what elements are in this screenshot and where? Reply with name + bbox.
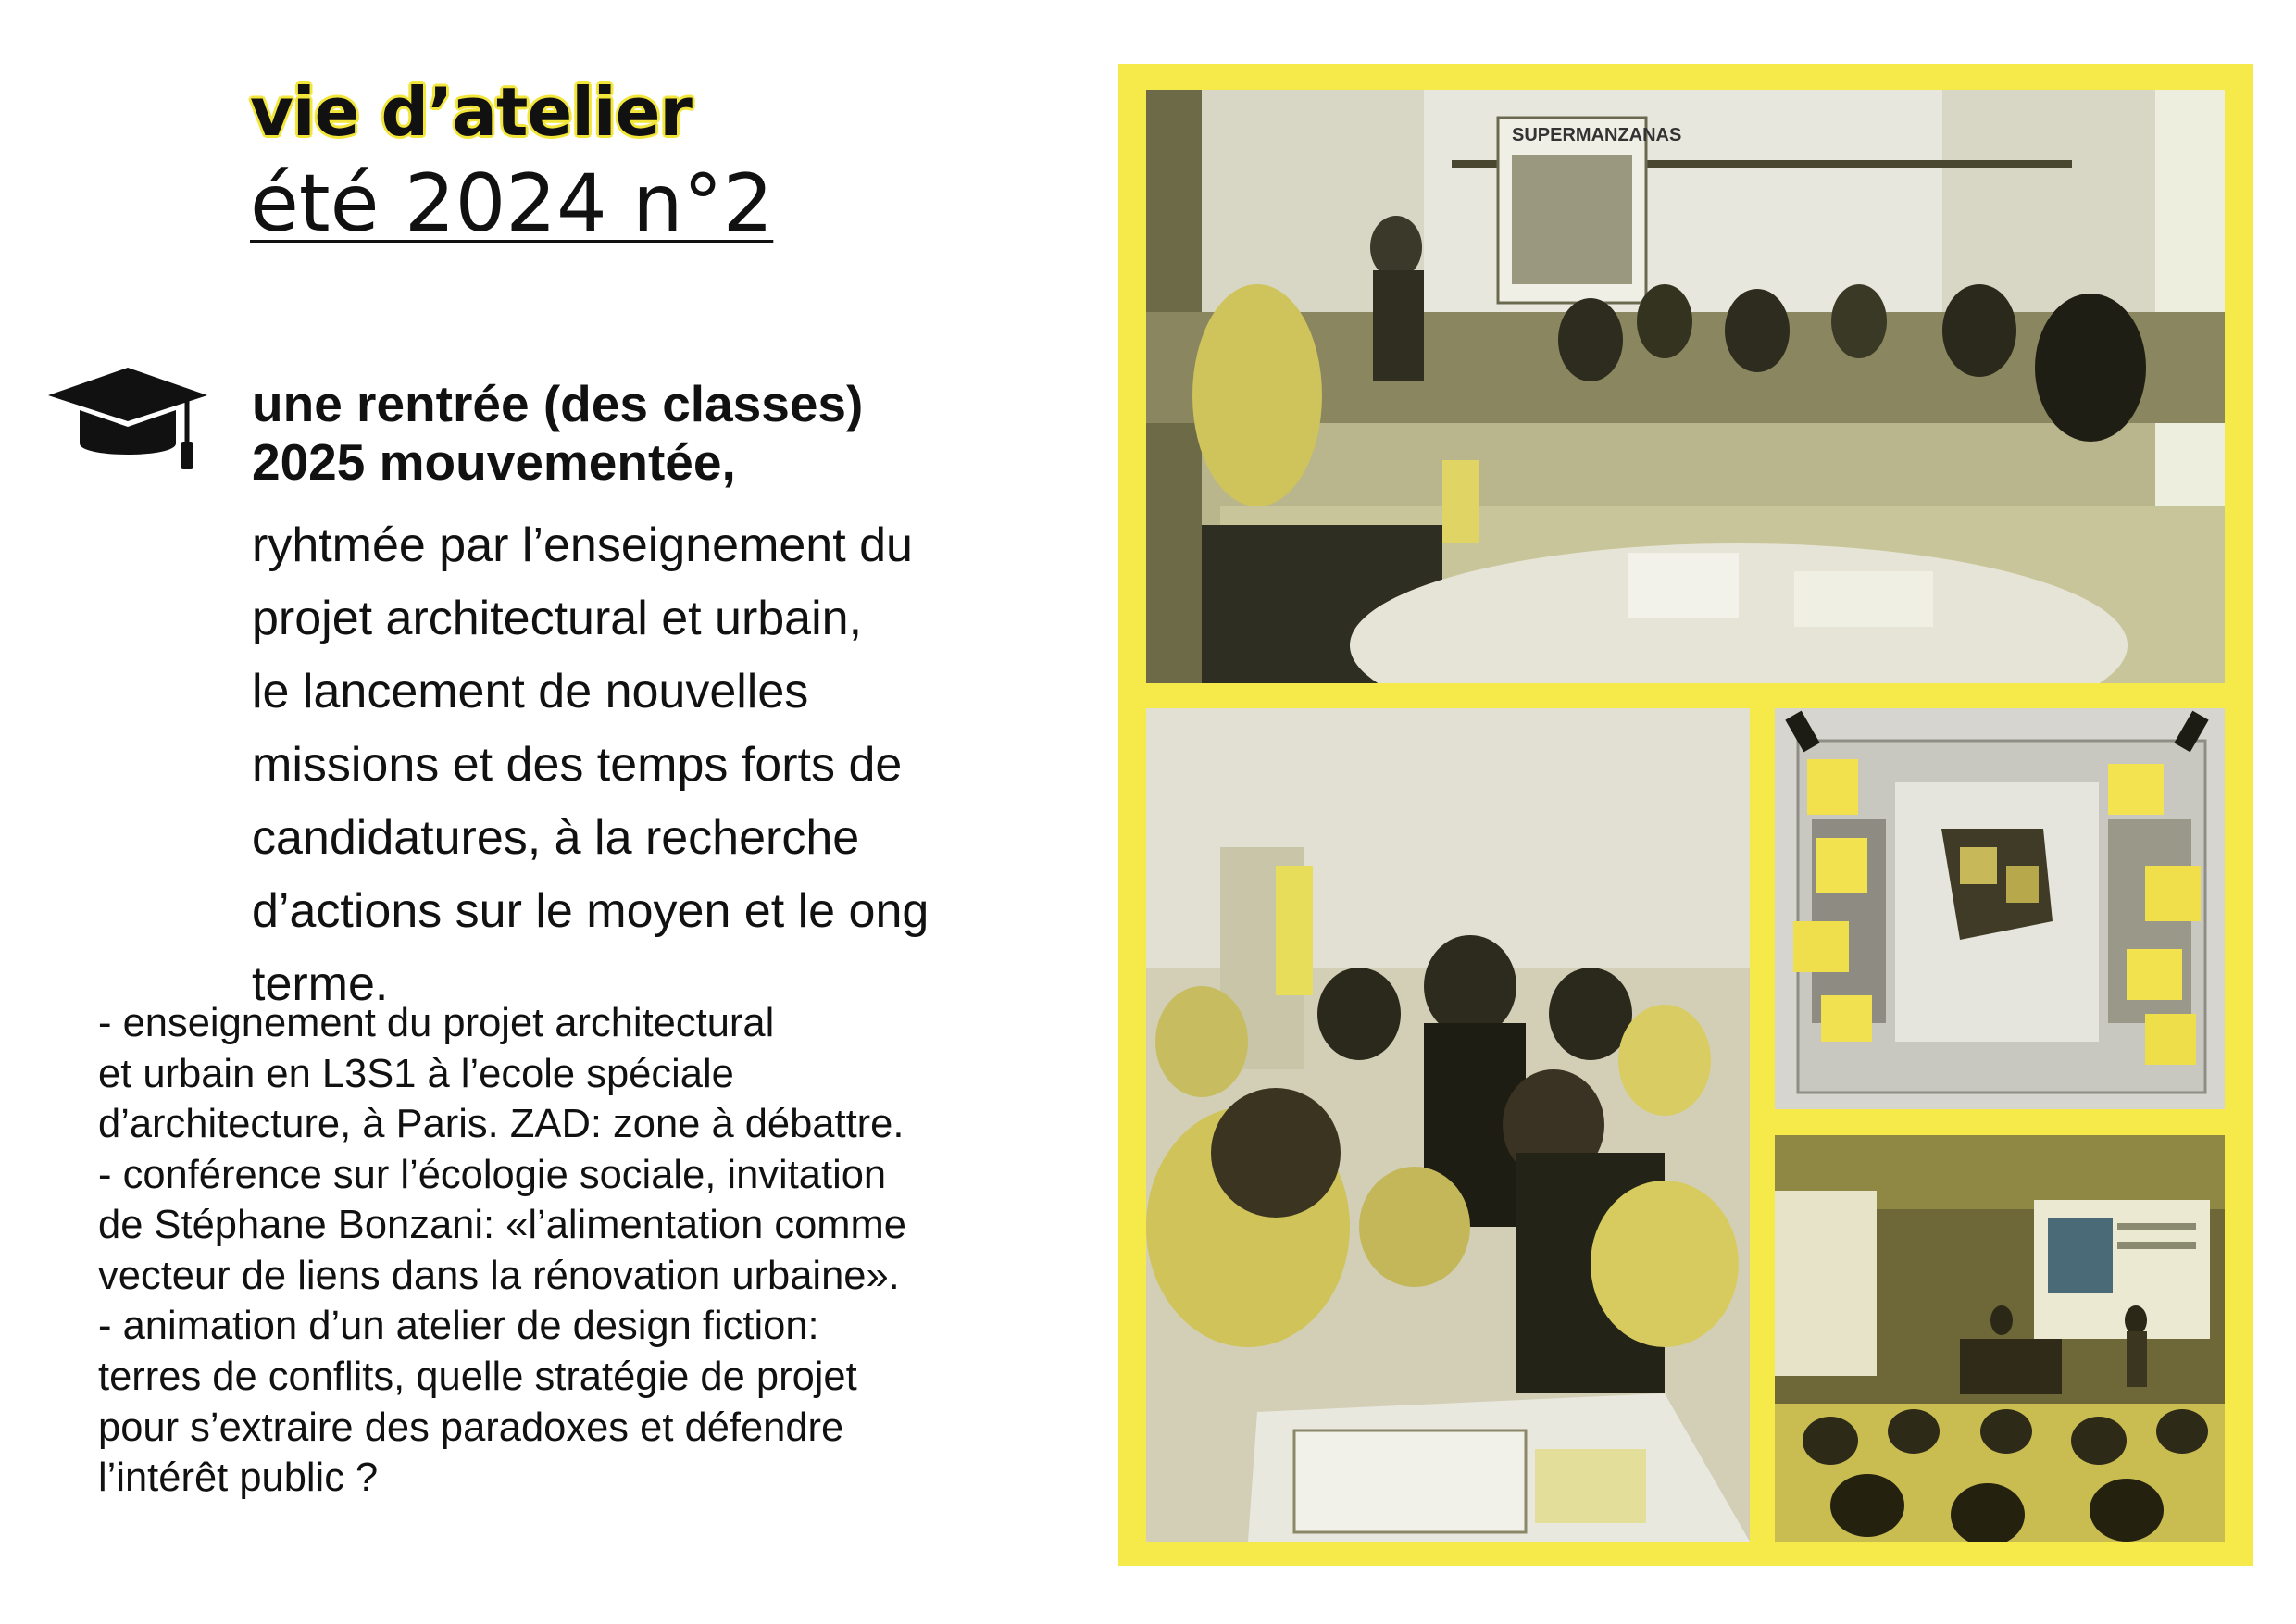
intro-heading-line-2: 2025 mouvementée, (252, 432, 736, 491)
page-title: vie d’atelier (250, 73, 692, 151)
intro-line: ryhtmée par l’enseignement du (252, 518, 913, 572)
intro-line: d’actions sur le moyen et le ong (252, 884, 930, 939)
activity-line: l’intérêt public ? (98, 1455, 379, 1501)
intro-line: terme. (252, 957, 389, 1012)
intro-line: le lancement de nouvelles (252, 665, 809, 719)
photo-students-workshop (1146, 708, 1750, 1542)
intro-line: candidatures, à la recherche (252, 811, 860, 866)
activities-list (98, 998, 1061, 1504)
activity-line: - animation d’un atelier de design fiction: (98, 1304, 819, 1349)
intro-line: missions et des temps forts de (252, 738, 903, 793)
photo-plan-sticky-notes (1775, 708, 2225, 1109)
intro-line: projet architectural et urbain, (252, 592, 863, 646)
activity-line: de Stéphane Bonzani: «l’alimentation comme (98, 1203, 906, 1248)
activity-line: pour s’extraire des paradoxes et défendre (98, 1405, 844, 1450)
intro-body (252, 509, 1067, 1021)
intro-heading (252, 375, 1067, 491)
photo-classroom-presentation (1146, 90, 2225, 683)
graduation-cap-icon (48, 368, 207, 471)
activity-line: et urbain en L3S1 à l’ecole spéciale (98, 1051, 734, 1096)
photo-lecture-hall (1775, 1135, 2225, 1542)
activity-line: vecteur de liens dans la rénovation urbaine». (98, 1253, 900, 1298)
poster-title: SUPERMANZANAS (1512, 125, 1682, 145)
activity-line: - enseignement du projet architectural (98, 1001, 775, 1045)
page-subtitle: été 2024 n°2 (250, 157, 774, 250)
activity-line: terres de conflits, quelle stratégie de projet (98, 1355, 857, 1400)
activity-line: d’architecture, à Paris. ZAD: zone à débattre. (98, 1102, 905, 1147)
intro-heading-line-1: une rentrée (des classes) (252, 375, 864, 432)
activity-line: - conférence sur l’écologie sociale, invitation (98, 1152, 887, 1197)
